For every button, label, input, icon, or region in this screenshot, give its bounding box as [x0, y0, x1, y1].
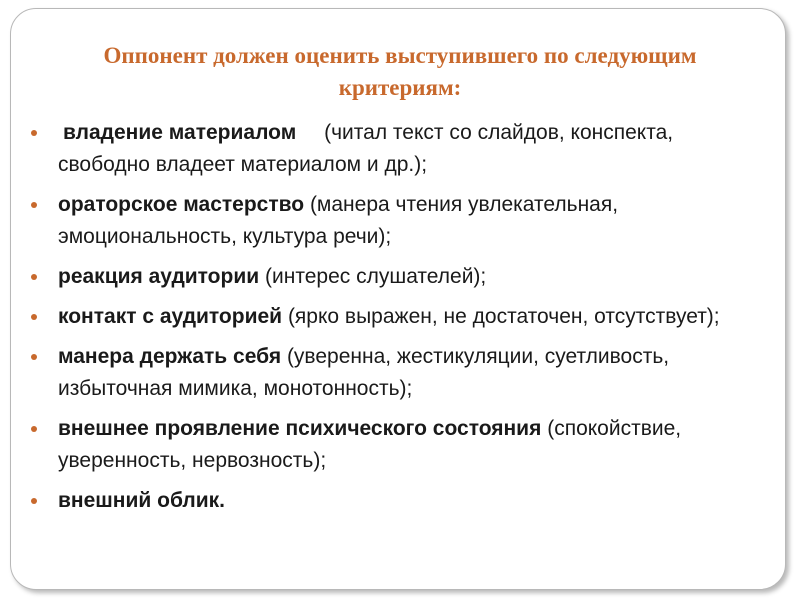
list-item [31, 413, 766, 477]
criterion-term: контакт с аудиторией [58, 305, 283, 328]
criterion-detail: (ярко выражен, не достаточен, отсутствует); [287, 305, 720, 328]
slide-title: Оппонент должен оценить выступившего по следующим критериям: [103, 43, 697, 100]
list-item [31, 341, 766, 405]
bullet-icon [31, 426, 37, 432]
list-item [31, 189, 766, 253]
bullet-icon [31, 354, 37, 360]
bullet-icon [31, 498, 37, 504]
list-item [31, 261, 766, 293]
criterion-term: реакция аудитории [58, 265, 260, 288]
criterion-term: внешний облик. [58, 489, 225, 512]
criterion-detail: (уверенна, жестикуляции, суетливость, избыточная мимика, монотонность); [58, 345, 670, 400]
list-item [31, 301, 766, 333]
bullet-icon [31, 202, 37, 208]
criteria-list [31, 117, 766, 525]
list-item [31, 117, 766, 181]
criterion-detail: (читал текст со слайдов, конспекта, свободно владеет материалом и др.); [58, 121, 674, 176]
criterion-term: владение материалом [63, 121, 297, 144]
list-item [31, 485, 766, 517]
criterion-term: манера держать себя [58, 345, 282, 368]
criterion-detail: (манера чтения увлекательная, эмоциональность, культура речи); [58, 193, 619, 248]
criterion-detail: (интерес слушателей); [265, 265, 487, 288]
bullet-icon [31, 314, 37, 320]
criterion-detail: (спокойствие, уверенность, нервозность); [58, 417, 682, 472]
bullet-icon [31, 274, 37, 280]
criterion-term: ораторское мастерство [58, 193, 305, 216]
bullet-icon [31, 130, 37, 136]
criterion-term: внешнее проявление психического состояния [58, 417, 542, 440]
